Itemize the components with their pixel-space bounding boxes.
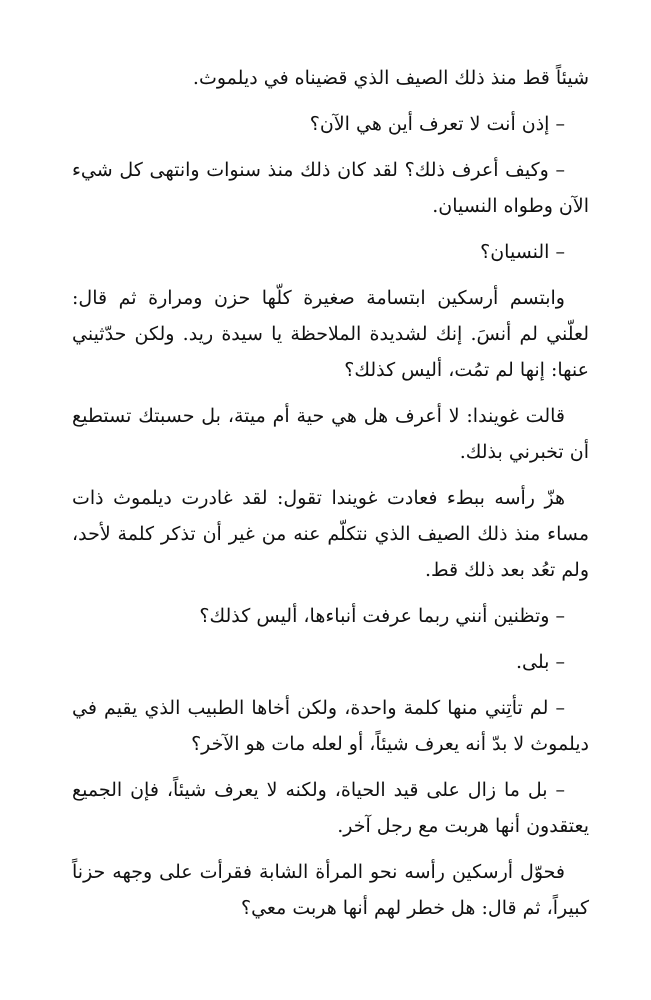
paragraph-dialogue: – وكيف أعرف ذلك؟ لقد كان ذلك منذ سنوات وانتهى كل شيء الآن وطواه النسيان. bbox=[72, 159, 589, 217]
paragraph-dialogue: – النسيان؟ bbox=[480, 241, 565, 263]
paragraph-dialogue: – إذن أنت لا تعرف أين هي الآن؟ bbox=[309, 113, 565, 135]
body-text bbox=[72, 60, 589, 936]
paragraph-dialogue: – بل ما زال على قيد الحياة، ولكنه لا يعرف شيئاً، فإن الجميع يعتقدون أنها هربت مع رجل آخر. bbox=[72, 779, 589, 837]
paragraph-continuation: شيئاً قط منذ ذلك الصيف الذي قضيناه في ديلموث. bbox=[192, 67, 589, 89]
paragraph-narration: قالت غويندا: لا أعرف هل هي حية أم ميتة، بل حسبتك تستطيع أن تخبرني بذلك. bbox=[72, 405, 589, 463]
paragraph-narration: وابتسم أرسكين ابتسامة صغيرة كلّها حزن ومرارة ثم قال: لعلّني لم أنسَ. إنك لشديدة الملاحظة يا سيدة ريد. ولكن حدّثيني عنها: إنها لم تمُت، أليس كذلك؟ bbox=[72, 287, 589, 381]
paragraph-dialogue: – لم تأتِني منها كلمة واحدة، ولكن أخاها الطبيب الذي يقيم في ديلموث لا بدّ أنه يعرف شيئاً، أو لعله مات هو الآخر؟ bbox=[72, 697, 589, 755]
paragraph-dialogue: – وتظنين أنني ربما عرفت أنباءها، أليس كذلك؟ bbox=[199, 605, 565, 627]
paragraph-narration: هزّ رأسه ببطء فعادت غويندا تقول: لقد غادرت ديلموث ذات مساء منذ ذلك الصيف الذي نتكلّم عنه من غير أن تذكر كلمة لأحد، ولم تعُد بعد ذلك قط. bbox=[72, 487, 589, 581]
paragraph-narration: فحوّل أرسكين رأسه نحو المرأة الشابة فقرأت على وجهه حزناً كبيراً، ثم قال: هل خطر لهم أنها هربت معي؟ bbox=[72, 861, 589, 919]
paragraph-dialogue: – بلى. bbox=[516, 651, 565, 673]
